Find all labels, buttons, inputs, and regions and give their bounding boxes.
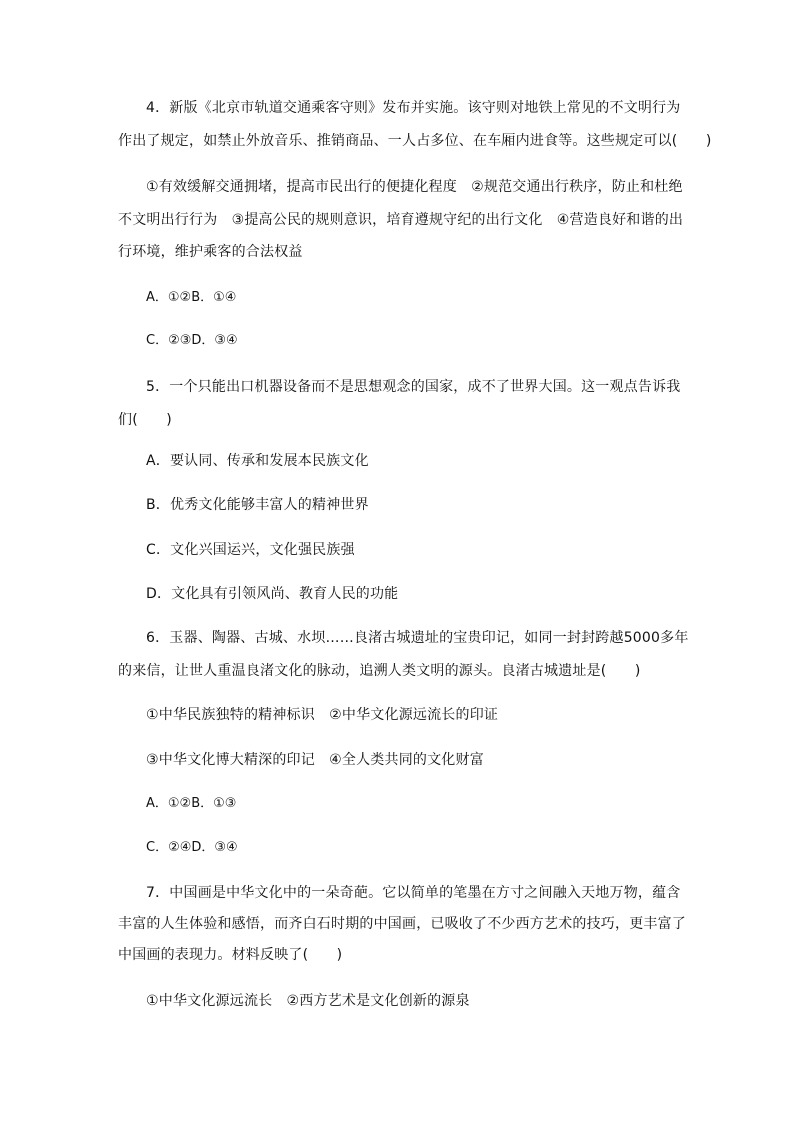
q6-options-ab: A．①②B．①③ xyxy=(146,796,237,811)
q5-stem-line-1: 5．一个只能出口机器设备而不是思想观念的国家，成不了世界大国。这一观点告诉我 xyxy=(146,379,681,395)
q7-stem-line-2: 丰富的人生体验和感悟，而齐白石时期的中国画，已吸收了不少西方艺术的技巧，更丰富了 xyxy=(118,916,686,932)
q4-statement-line-3: 行环境，维护乘客的合法权益 xyxy=(118,244,303,260)
q5-option-c: C．文化兴国运兴，文化强民族强 xyxy=(146,542,355,558)
q4-statement-line-2: 不文明出行行为 ③提高公民的规则意识，培育遵规守纪的出行文化 ④营造良好和谐的出 xyxy=(118,212,684,228)
q4-statement-line-1: ①有效缓解交通拥堵，提高市民出行的便捷化程度 ②规范交通出行秩序，防止和杜绝 xyxy=(146,179,683,195)
q5-option-d: D．文化具有引领风尚、教育人民的功能 xyxy=(146,586,399,602)
q6-stem-line-2: 的来信，让世人重温良渚文化的脉动，追溯人类文明的源头。良渚古城遗址是( ) xyxy=(118,663,641,679)
q4-options-cd: C．②③D．③④ xyxy=(146,333,238,348)
q6-stem-line-1: 6．玉器、陶器、古城、水坝……良渚古城遗址的宝贵印记，如同一封封跨越5000多年 xyxy=(146,630,689,646)
q7-statement-line-1: ①中华文化源远流长 ②西方艺术是文化创新的源泉 xyxy=(146,993,470,1009)
q6-statement-line-2: ③中华文化博大精深的印记 ④全人类共同的文化财富 xyxy=(146,752,484,768)
q5-stem-line-2: 们( ) xyxy=(118,412,172,428)
q4-stem-line-2: 作出了规定，如禁止外放音乐、推销商品、一人占多位、在车厢内进食等。这些规定可以( ) xyxy=(118,133,712,149)
q4-options-ab: A．①②B．①④ xyxy=(146,290,237,305)
q5-option-a: A．要认同、传承和发展本民族文化 xyxy=(146,453,369,469)
q7-stem-line-1: 7．中国画是中华文化中的一朵奇葩。它以简单的笔墨在方寸之间融入天地万物，蕴含 xyxy=(146,885,681,901)
q6-options-cd: C．②④D．③④ xyxy=(146,840,238,855)
q5-option-b: B．优秀文化能够丰富人的精神世界 xyxy=(146,497,369,513)
q4-stem-line-1: 4．新版《北京市轨道交通乘客守则》发布并实施。该守则对地铁上常见的不文明行为 xyxy=(146,100,681,116)
q7-stem-line-3: 中国画的表现力。材料反映了( ) xyxy=(118,947,343,963)
q6-statement-line-1: ①中华民族独特的精神标识 ②中华文化源远流长的印证 xyxy=(146,707,499,723)
